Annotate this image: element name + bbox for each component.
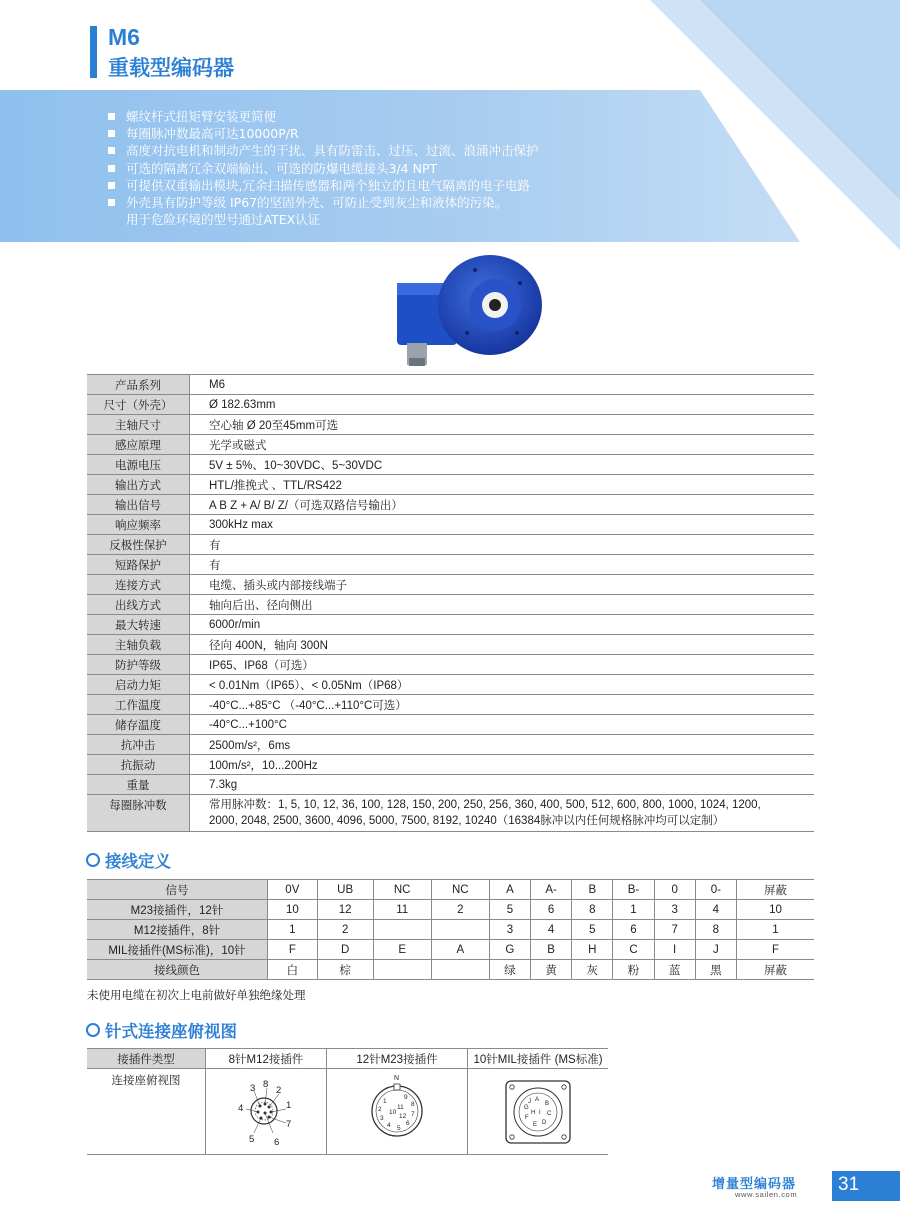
footer-category: 增量型编码器 <box>712 1177 797 1192</box>
feature-item: 外壳具有防护等级 IP67的坚固外壳、可防止受到灰尘和液体的污染。 <box>108 194 539 211</box>
wiring-cell: 4 <box>531 920 572 940</box>
pin-label: C <box>547 1111 552 1117</box>
wiring-cell: 1 <box>268 920 318 940</box>
connector-head-cell: 接插件类型 <box>87 1049 206 1069</box>
spec-label: 输出信号 <box>87 495 190 515</box>
spec-row <box>87 795 814 832</box>
spec-label: 启动力矩 <box>87 675 190 695</box>
pin-label: 8 <box>263 1079 269 1090</box>
pin-label: 4 <box>238 1103 244 1114</box>
wiring-label: MIL接插件(MS标准)，10针 <box>87 940 268 960</box>
spec-value: Ø 182.63mm <box>190 395 815 415</box>
wiring-cell: G <box>489 940 530 960</box>
wiring-cell: 11 <box>373 900 431 920</box>
spec-value: IP65、IP68（可选） <box>190 655 815 675</box>
wiring-label: M12接插件，8针 <box>87 920 268 940</box>
spec-value: 6000r/min <box>190 615 815 635</box>
wiring-cell: 棕 <box>317 960 373 980</box>
circle-bullet-icon <box>86 853 100 867</box>
wiring-cell: 12 <box>317 900 373 920</box>
spec-label: 产品系列 <box>87 375 190 395</box>
pin-label: 3 <box>380 1115 384 1122</box>
wiring-cell: 黑 <box>695 960 736 980</box>
m23-connector-diagram <box>327 1069 467 1151</box>
wiring-cell: 2 <box>317 920 373 940</box>
spec-value: HTL/推挽式 、TTL/RS422 <box>190 475 815 495</box>
model-name: M6 <box>108 24 140 50</box>
wiring-cell: A- <box>531 880 572 900</box>
pulse-line: 常用脉冲数：1, 5, 10, 12, 36, 100, 128, 150, 200, 250, 256, 360, 400, 500, 512, 600, 800, 1000, 1024, 1200, <box>209 799 761 811</box>
spec-value: 轴向后出、径向侧出 <box>190 595 815 615</box>
wiring-row <box>87 900 814 920</box>
wiring-cell <box>373 920 431 940</box>
wiring-cell: 7 <box>654 920 695 940</box>
feature-item: 每圈脉冲数最高可达10000P/R <box>108 125 539 142</box>
spec-value <box>190 795 815 832</box>
wiring-cell: C <box>613 940 654 960</box>
spec-value: 电缆、插头或内部接线端子 <box>190 575 815 595</box>
wiring-cell: 8 <box>695 920 736 940</box>
pulse-line: 2000, 2048, 2500, 3600, 4096, 5000, 7500, 8192, 10240（16384脉冲以内任何规格脉冲均可以定制） <box>209 815 725 827</box>
m12-connector-diagram <box>206 1069 326 1151</box>
spec-value: 7.3kg <box>190 775 815 795</box>
pin-label: N <box>394 1075 400 1082</box>
spec-row <box>87 415 814 435</box>
wiring-cell: 10 <box>736 900 814 920</box>
spec-table <box>87 374 814 832</box>
pin-label: I <box>539 1110 541 1116</box>
spec-row <box>87 615 814 635</box>
footer-url: www.sailen.com <box>735 1190 798 1199</box>
spec-label: 连接方式 <box>87 575 190 595</box>
wiring-cell: 4 <box>695 900 736 920</box>
wiring-cell: UB <box>317 880 373 900</box>
wiring-label: 信号 <box>87 880 268 900</box>
wiring-cell: H <box>572 940 613 960</box>
pin-label: G <box>524 1105 529 1111</box>
wiring-cell: 屏蔽 <box>736 960 814 980</box>
m12-connector-cell <box>206 1069 327 1155</box>
wiring-cell: 6 <box>613 920 654 940</box>
wiring-cell: 黄 <box>531 960 572 980</box>
wiring-cell <box>373 960 431 980</box>
spec-value: < 0.01Nm（IP65）、< 0.05Nm（IP68） <box>190 675 815 695</box>
circle-bullet-icon <box>86 1023 100 1037</box>
wiring-cell: 1 <box>736 920 814 940</box>
spec-row <box>87 675 814 695</box>
spec-row <box>87 635 814 655</box>
spec-label: 出线方式 <box>87 595 190 615</box>
wiring-cell: 10 <box>268 900 318 920</box>
wiring-table <box>87 879 814 980</box>
spec-label: 输出方式 <box>87 475 190 495</box>
m23-connector-cell <box>327 1069 468 1155</box>
page-title: 重载型编码器 <box>108 56 234 80</box>
spec-value: -40°C...+100°C <box>190 715 815 735</box>
wiring-section-title: 接线定义 <box>105 852 171 871</box>
spec-label: 响应频率 <box>87 515 190 535</box>
spec-label: 每圈脉冲数 <box>87 795 190 832</box>
connector-head-cell: 12针M23接插件 <box>327 1049 468 1069</box>
pin-label: 8 <box>411 1101 415 1108</box>
spec-row <box>87 375 814 395</box>
pin-label: E <box>533 1122 538 1128</box>
wiring-row <box>87 920 814 940</box>
connector-table <box>87 1048 608 1155</box>
pin-label: B <box>545 1101 550 1107</box>
spec-value: -40°C...+85°C （-40°C...+110°C可选） <box>190 695 815 715</box>
spec-value: 5V ± 5%、10~30VDC、5~30VDC <box>190 455 815 475</box>
spec-value: 有 <box>190 535 815 555</box>
feature-item: 用于危险环境的型号通过ATEX认证 <box>126 212 321 228</box>
wiring-cell: A <box>431 940 489 960</box>
spec-row <box>87 475 814 495</box>
spec-value: 300kHz max <box>190 515 815 535</box>
spec-value: 2500m/s²，6ms <box>190 735 815 755</box>
page-number: 31 <box>838 1174 860 1195</box>
header-accent-bar <box>90 26 97 78</box>
feature-list <box>108 108 539 228</box>
wiring-cell <box>431 920 489 940</box>
pin-label: 9 <box>404 1094 408 1101</box>
wiring-cell: E <box>373 940 431 960</box>
pin-label: 5 <box>249 1134 255 1145</box>
wiring-cell: 2 <box>431 900 489 920</box>
spec-row <box>87 455 814 475</box>
wiring-cell: 绿 <box>489 960 530 980</box>
spec-label: 感应原理 <box>87 435 190 455</box>
pin-label: J <box>528 1099 531 1105</box>
spec-label: 重量 <box>87 775 190 795</box>
wiring-cell: 屏蔽 <box>736 880 814 900</box>
spec-label: 工作温度 <box>87 695 190 715</box>
spec-row <box>87 655 814 675</box>
spec-row <box>87 775 814 795</box>
pin-label: 7 <box>286 1119 292 1130</box>
spec-label: 反极性保护 <box>87 535 190 555</box>
feature-item: 螺纹杆式扭矩臂安装更简便 <box>108 108 539 125</box>
pin-label: 5 <box>397 1125 401 1132</box>
spec-value: 100m/s²，10...200Hz <box>190 755 815 775</box>
spec-row <box>87 695 814 715</box>
pin-label: A <box>535 1097 540 1103</box>
spec-row <box>87 435 814 455</box>
pin-label: 12 <box>399 1113 407 1120</box>
feature-item: 可选的隔离冗余双端输出、可选的防爆电缆接头3/4 NPT <box>108 160 539 177</box>
wiring-row <box>87 940 814 960</box>
wiring-cell: J <box>695 940 736 960</box>
spec-row <box>87 395 814 415</box>
wiring-cell: B <box>572 880 613 900</box>
pin-label: 2 <box>378 1106 382 1113</box>
wiring-cell: F <box>268 940 318 960</box>
wiring-row <box>87 880 814 900</box>
pin-label: 2 <box>276 1085 282 1096</box>
wiring-cell: 0V <box>268 880 318 900</box>
spec-value: 空心轴 Ø 20至45mm可选 <box>190 415 815 435</box>
wiring-cell: 灰 <box>572 960 613 980</box>
wiring-cell: 5 <box>572 920 613 940</box>
wiring-cell: 5 <box>489 900 530 920</box>
spec-label: 尺寸（外壳） <box>87 395 190 415</box>
wiring-cell: 粉 <box>613 960 654 980</box>
spec-label: 短路保护 <box>87 555 190 575</box>
wiring-cell: 白 <box>268 960 318 980</box>
spec-value: 有 <box>190 555 815 575</box>
spec-row <box>87 535 814 555</box>
pin-label: 3 <box>250 1083 256 1094</box>
pin-label: 4 <box>387 1122 391 1129</box>
pin-label: F <box>525 1115 529 1121</box>
wiring-cell: 3 <box>654 900 695 920</box>
pin-label: 6 <box>274 1137 280 1148</box>
pin-label: 7 <box>411 1111 415 1118</box>
pin-label: H <box>531 1110 536 1116</box>
spec-label: 储存温度 <box>87 715 190 735</box>
wiring-cell: 8 <box>572 900 613 920</box>
spec-value: A B Z + A/ B/ Z/（可选双路信号输出） <box>190 495 815 515</box>
spec-value: 光学或磁式 <box>190 435 815 455</box>
wiring-cell: I <box>654 940 695 960</box>
wiring-cell: A <box>489 880 530 900</box>
wiring-row <box>87 960 814 980</box>
wiring-cell <box>431 960 489 980</box>
pin-label: 1 <box>286 1100 292 1111</box>
spec-row <box>87 755 814 775</box>
feature-item: 可提供双重输出模块,冗余扫描传感器和两个独立的且电气隔离的电子电路 <box>108 177 539 194</box>
wiring-cell: 6 <box>531 900 572 920</box>
connector-head-cell: 10针MIL接插件 (MS标准) <box>468 1049 609 1069</box>
wiring-label: 接线颜色 <box>87 960 268 980</box>
connector-head-cell: 8针M12接插件 <box>206 1049 327 1069</box>
pin-label: 1 <box>383 1098 387 1105</box>
spec-row <box>87 555 814 575</box>
pin-label: 11 <box>397 1104 404 1111</box>
spec-row <box>87 735 814 755</box>
wiring-label: M23接插件，12针 <box>87 900 268 920</box>
wiring-cell: NC <box>431 880 489 900</box>
wiring-note: 未使用电缆在初次上电前做好单独绝缘处理 <box>87 988 306 1002</box>
connector-row-label: 连接座俯视图 <box>87 1069 206 1155</box>
spec-row <box>87 595 814 615</box>
mil-connector-cell <box>468 1069 609 1155</box>
connector-section-title: 针式连接座俯视图 <box>105 1022 237 1041</box>
wiring-cell: 3 <box>489 920 530 940</box>
wiring-cell: 0 <box>654 880 695 900</box>
pin-label: 10 <box>389 1109 397 1116</box>
spec-label: 主轴负载 <box>87 635 190 655</box>
pin-label: 6 <box>406 1120 410 1127</box>
spec-label: 抗振动 <box>87 755 190 775</box>
wiring-cell: 0- <box>695 880 736 900</box>
spec-row <box>87 515 814 535</box>
pin-label: D <box>542 1120 547 1126</box>
spec-label: 电源电压 <box>87 455 190 475</box>
wiring-cell: 1 <box>613 900 654 920</box>
spec-label: 最大转速 <box>87 615 190 635</box>
spec-row <box>87 715 814 735</box>
spec-row <box>87 495 814 515</box>
wiring-cell: D <box>317 940 373 960</box>
wiring-cell: B- <box>613 880 654 900</box>
mil-connector-diagram <box>468 1069 608 1151</box>
wiring-cell: F <box>736 940 814 960</box>
spec-label: 防护等级 <box>87 655 190 675</box>
spec-label: 主轴尺寸 <box>87 415 190 435</box>
spec-label: 抗冲击 <box>87 735 190 755</box>
encoder-product-image <box>385 248 545 373</box>
spec-value: 径向 400N，轴向 300N <box>190 635 815 655</box>
spec-value: M6 <box>190 375 815 395</box>
spec-row <box>87 575 814 595</box>
wiring-cell: B <box>531 940 572 960</box>
wiring-cell: NC <box>373 880 431 900</box>
wiring-cell: 蓝 <box>654 960 695 980</box>
feature-item: 高度对抗电机和制动产生的干扰、具有防雷击、过压、过流、浪涌冲击保护 <box>108 142 539 159</box>
